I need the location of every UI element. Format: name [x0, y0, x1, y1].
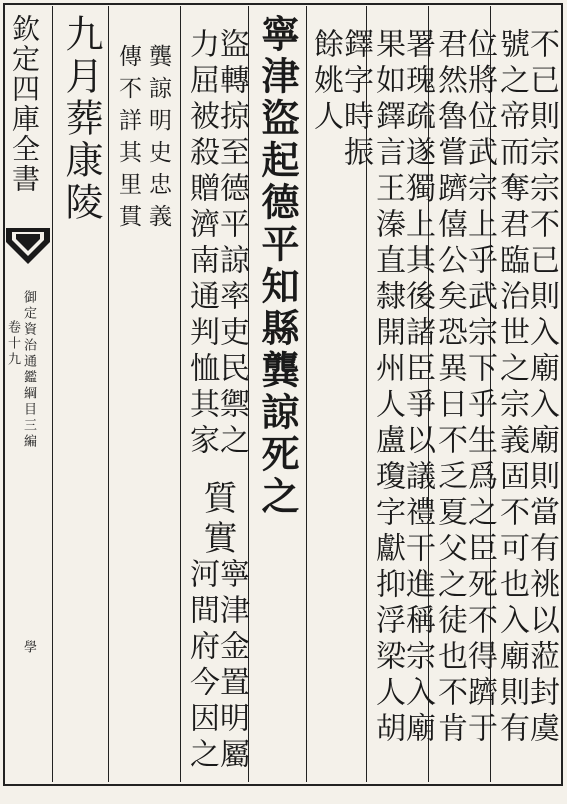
text-column-10-annotation: 寧津金置明屬: [214, 558, 249, 774]
entry-heading: 寧津盜起德平知縣龔諒死之: [255, 14, 300, 518]
text-column-5: 署瑰疏遂獨上其後諸臣爭以議禮干進稱宗入廟: [400, 28, 435, 748]
book-subtitle: 御定資治通鑑綱目三編: [21, 290, 36, 450]
column-rule: [180, 6, 181, 782]
fishtail-mark-icon: [6, 228, 50, 264]
text-column-11: 力屈被殺贈濟南通判恤其家: [184, 28, 219, 460]
column-rule: [52, 6, 53, 782]
column-rule: [108, 6, 109, 782]
page-mark: 學: [21, 640, 36, 656]
text-column-4: 君然魯嘗躋僖公矣恐異日不乏夏父之徒也不肯: [432, 28, 467, 748]
entry-heading-burial: 九月葬康陵: [59, 14, 103, 224]
text-column-3: 位將位武宗上乎武宗下乎生爲之臣死不得躋于: [462, 28, 497, 748]
text-column-7: 鐸字時振: [338, 28, 373, 172]
text-column-10: 盜轉掠至德平諒率吏民禦之: [214, 28, 249, 460]
column-rule: [306, 6, 307, 782]
text-column-12: 龔諒明史忠義: [145, 44, 171, 236]
volume-label: 卷十九: [5, 320, 20, 368]
text-column-11-annotation: 河間府今因之: [184, 558, 219, 774]
text-column-2: 號之帝而奪君臨治世之宗義固不可也入廟則有: [494, 28, 529, 748]
text-column-6: 果如鐸言王溱直隸開州人盧瓊字獻抑浮梁人胡: [370, 28, 405, 748]
text-column-1: 不已則宗宗不已則入廟入廟則當有祧以蒞封虞: [524, 28, 559, 748]
text-column-8: 餘姚人: [308, 28, 343, 136]
book-title: 欽定四庫全書: [8, 14, 41, 194]
zhishi-annotation-label: 質實: [197, 480, 237, 560]
text-column-13: 傳不詳其里貫: [115, 44, 141, 236]
